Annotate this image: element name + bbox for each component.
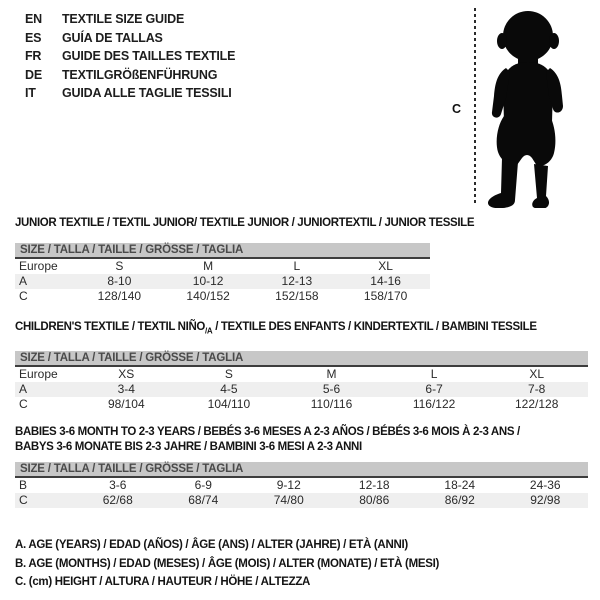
height-cell: 128/140 xyxy=(97,289,142,303)
language-row-es xyxy=(25,29,235,48)
language-row-fr xyxy=(25,47,235,66)
height-cell: 98/104 xyxy=(107,397,145,412)
language-title: GUIDA ALLE TAGLIE TESSILI xyxy=(62,86,232,101)
height-cell: 122/128 xyxy=(514,397,559,412)
row-label: C xyxy=(19,493,28,507)
age-cell: 14-16 xyxy=(370,274,401,288)
age-cell: 4-5 xyxy=(220,382,238,397)
height-cell: 110/116 xyxy=(310,397,353,412)
size-header-bar: SIZE / TALLA / TAILLE / GRÖSSE / TAGLIA xyxy=(15,243,430,259)
size-header-bar: SIZE / TALLA / TAILLE / GRÖSSE / TAGLIA xyxy=(15,351,588,367)
age-cell: 24-36 xyxy=(529,478,561,492)
age-cell: 5-6 xyxy=(322,382,341,397)
age-cell: 6-9 xyxy=(194,478,212,492)
age-cell: 3-6 xyxy=(109,478,127,492)
language-title: GUÍA DE TALLAS xyxy=(62,30,163,45)
size-table-junior xyxy=(15,216,475,304)
age-cell: 3-4 xyxy=(117,382,135,397)
size-cell: XS xyxy=(118,367,135,382)
size-cell: XL xyxy=(529,367,545,382)
size-cell: L xyxy=(293,259,301,273)
height-measure-dotted-line xyxy=(474,8,476,206)
size-cell: S xyxy=(224,367,233,382)
language-row-it xyxy=(25,84,235,103)
language-code: FR xyxy=(25,49,42,64)
table-row-age-months xyxy=(15,478,588,493)
height-cell: 68/74 xyxy=(188,493,219,507)
height-cell: 116/122 xyxy=(412,397,456,412)
height-cell: 92/98 xyxy=(530,493,561,507)
row-label: Europe xyxy=(19,259,58,273)
language-title: GUIDE DES TAILLES TEXTILE xyxy=(62,49,236,64)
title-part: CHILDREN'S TEXTILE / TEXTIL NIÑO xyxy=(15,321,206,333)
title-line-2: BABYS 3-6 MONATE BIS 2-3 JAHRE / BAMBINI 3-6 MESI A 2-3 ANNI xyxy=(15,441,362,453)
legend-line-b: B. AGE (MONTHS) / EDAD (MESES) / ÂGE (MOIS) / ALTER (MONATE) / ETÀ (MESI) xyxy=(15,557,440,570)
language-title: TEXTILE SIZE GUIDE xyxy=(62,12,185,26)
age-cell: 10-12 xyxy=(192,274,224,288)
table-row-europe xyxy=(15,367,588,382)
height-cell: 152/158 xyxy=(275,289,319,303)
language-title: TEXTILGRÖßENFÜHRUNG xyxy=(62,67,218,82)
age-cell: 6-7 xyxy=(425,382,443,397)
row-label: C xyxy=(19,397,28,412)
height-measure-label-c: C xyxy=(452,102,462,116)
table-row-height xyxy=(15,289,430,304)
language-row-de xyxy=(25,66,235,85)
row-label: Europe xyxy=(19,367,58,382)
language-code: IT xyxy=(25,86,36,101)
height-cell: 158/170 xyxy=(363,289,408,303)
language-row-en xyxy=(25,10,235,29)
measure-legend xyxy=(15,536,439,592)
height-cell: 62/68 xyxy=(102,493,133,507)
row-label: C xyxy=(19,289,28,303)
size-cell: M xyxy=(326,367,337,382)
table-row-age xyxy=(15,274,430,289)
legend-line-a: A. AGE (YEARS) / EDAD (AÑOS) / ÂGE (ANS) / ALTER (JAHRE) / ETÀ (ANNI) xyxy=(15,539,408,551)
table-row-height xyxy=(15,397,588,412)
table-title: JUNIOR TEXTILE / TEXTIL JUNIOR/ TEXTILE JUNIOR / JUNIORTEXTIL / JUNIOR TESSILE xyxy=(15,217,475,229)
height-cell: 104/110 xyxy=(207,397,251,412)
title-line-1: BABIES 3-6 MONTH TO 2-3 YEARS / BEBÉS 3-6 MESES A 2-3 AÑOS / BÉBÉS 3-6 MOIS À 2-3 ANS / xyxy=(15,426,520,438)
size-cell: L xyxy=(430,367,438,382)
size-cell: XL xyxy=(378,259,393,273)
row-label: A xyxy=(19,274,28,288)
age-cell: 12-18 xyxy=(358,478,390,492)
title-subscript: /A xyxy=(205,326,213,336)
row-label: B xyxy=(19,478,28,492)
table-title xyxy=(15,425,588,455)
height-cell: 80/86 xyxy=(359,493,390,507)
table-title xyxy=(15,320,588,338)
table-row-europe xyxy=(15,259,430,274)
age-cell: 7-8 xyxy=(528,382,546,397)
table-row-age xyxy=(15,382,588,397)
age-cell: 18-24 xyxy=(444,478,476,492)
height-cell: 74/80 xyxy=(273,493,304,507)
age-cell: 9-12 xyxy=(276,478,301,492)
height-cell: 140/152 xyxy=(186,289,230,303)
legend-line-c: C. (cm) HEIGHT / ALTURA / HAUTEUR / HÖHE / ALTEZZA xyxy=(15,576,311,588)
row-label: A xyxy=(19,382,28,397)
size-cell: M xyxy=(203,259,214,273)
size-cell: S xyxy=(115,259,124,273)
age-cell: 8-10 xyxy=(107,274,132,288)
table-row-height xyxy=(15,493,588,508)
height-cell: 86/92 xyxy=(444,493,475,507)
language-code: EN xyxy=(25,12,42,26)
size-table-babies xyxy=(15,425,588,508)
toddler-silhouette-icon xyxy=(482,10,574,208)
title-part: / TEXTILE DES ENFANTS / KINDERTEXTIL / BAMBINI TESSILE xyxy=(212,321,537,333)
language-code: ES xyxy=(25,30,42,45)
language-title-list xyxy=(25,10,235,103)
size-table-children xyxy=(15,320,588,412)
age-cell: 12-13 xyxy=(281,274,313,288)
language-code: DE xyxy=(25,67,42,82)
size-header-bar: SIZE / TALLA / TAILLE / GRÖSSE / TAGLIA xyxy=(15,462,588,478)
